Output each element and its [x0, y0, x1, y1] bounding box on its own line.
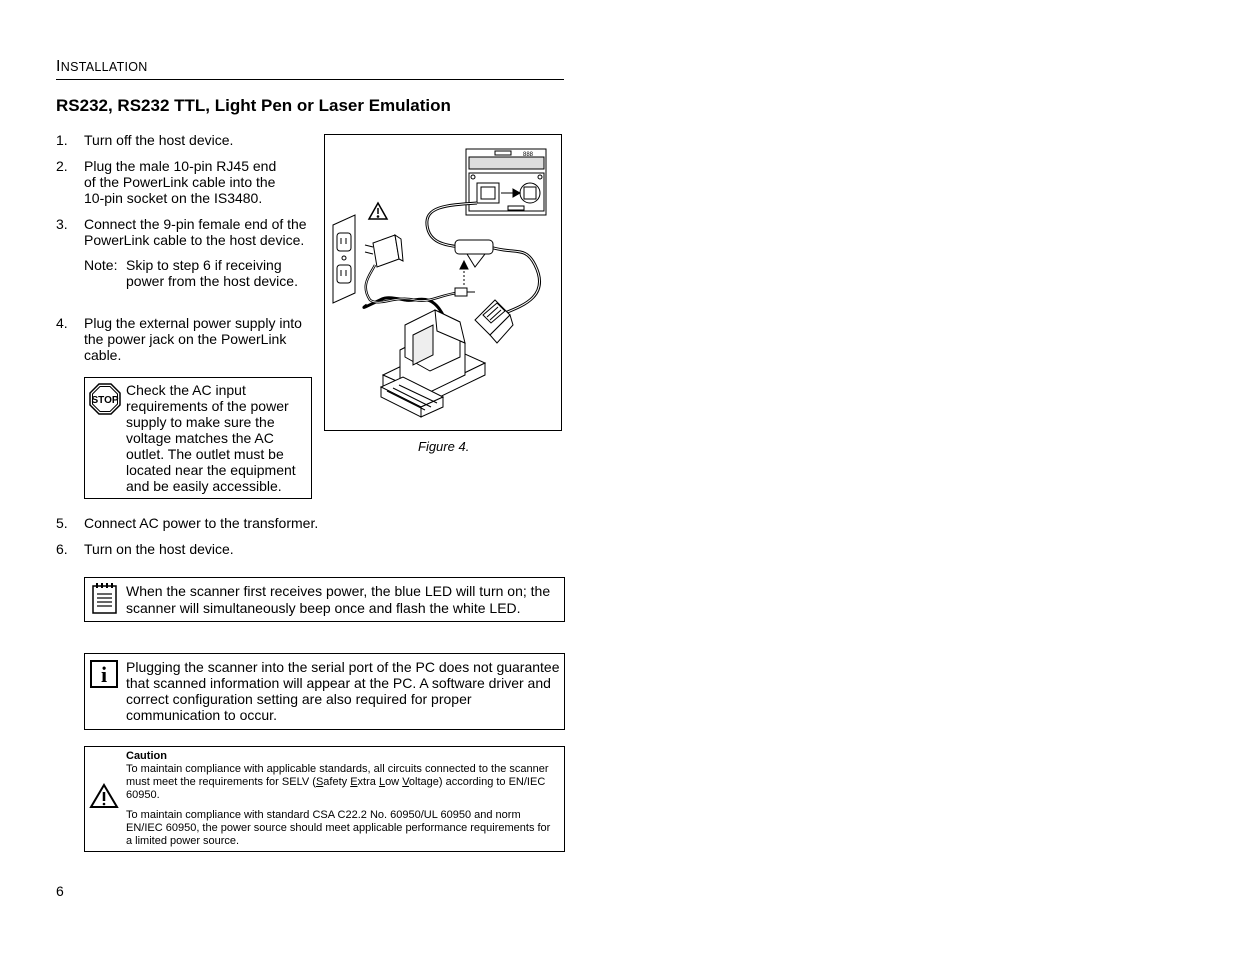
svg-text:888: 888	[523, 152, 534, 158]
svg-text:STOP: STOP	[91, 395, 119, 406]
caution-title: Caution	[126, 750, 167, 762]
caution-box	[84, 746, 565, 852]
computer-illustration	[381, 310, 485, 417]
led-note-text: When the scanner first receives power, the blue LED will turn on; the	[126, 583, 551, 599]
step-6	[56, 541, 336, 559]
cable-splitter	[455, 240, 493, 267]
step-text: PowerLink cable to the host device.	[84, 232, 305, 248]
step-text: 10-pin socket on the IS3480.	[84, 190, 263, 206]
stop-warning-box	[84, 377, 312, 499]
caution-text: must meet the requirements for SELV (Safety Extra Low Voltage) according to EN/IEC	[126, 776, 546, 788]
figure-caption: Figure 4.	[418, 439, 470, 454]
step-text: Connect the 9-pin female end of the	[84, 216, 307, 232]
caution-text: EN/IEC 60950, the power source should meet applicable performance requirements for	[126, 822, 551, 834]
step-text: Plug the male 10-pin RJ45 end	[84, 158, 277, 174]
stop-box-text: voltage matches the AC	[126, 430, 274, 446]
info-text: correct configuration setting are also required for proper	[126, 691, 472, 707]
power-transformer	[365, 235, 403, 267]
step-number: 2.	[56, 158, 68, 174]
notepad-icon	[91, 582, 119, 614]
caution-text: To maintain compliance with standard CSA C22.2 No. 60950/UL 60950 and norm	[126, 809, 521, 821]
step-1	[56, 132, 316, 150]
serial-port-info-box	[84, 653, 565, 730]
info-icon	[90, 660, 118, 688]
note-label: Note:	[84, 257, 118, 273]
step-5	[56, 515, 336, 533]
note	[84, 257, 314, 291]
step-text: the power jack on the PowerLink	[84, 331, 287, 347]
step-2	[56, 158, 316, 208]
caution-text: To maintain compliance with applicable standards, all circuits connected to the scanner	[126, 763, 549, 775]
step-text: cable.	[84, 347, 122, 363]
scanner-illustration	[466, 149, 546, 215]
step-text: of the PowerLink cable into the	[84, 174, 276, 190]
power-jack	[455, 288, 475, 296]
section-header	[56, 58, 564, 80]
stop-box-text: and be easily accessible.	[126, 478, 282, 494]
stop-box-text: outlet. The outlet must be	[126, 446, 284, 462]
page-number: 6	[56, 883, 64, 899]
stop-icon	[89, 383, 121, 415]
warning-triangle-icon	[89, 783, 119, 809]
step-text: Connect AC power to the transformer.	[84, 515, 319, 531]
step-number: 6.	[56, 541, 68, 557]
stop-box-text: requirements of the power	[126, 398, 289, 414]
note-text: Skip to step 6 if receiving	[126, 257, 282, 273]
step-4	[56, 315, 321, 365]
step-text: Turn off the host device.	[84, 132, 234, 148]
power-cable	[366, 265, 457, 302]
warning-triangle-icon	[369, 203, 387, 219]
installation-diagram	[325, 135, 561, 430]
figure-4	[324, 134, 562, 431]
info-text: that scanned information will appear at the PC. A software driver and	[126, 675, 551, 691]
wall-outlet	[333, 215, 355, 303]
info-text: communication to occur.	[126, 707, 277, 723]
step-number: 3.	[56, 216, 68, 232]
arrow-up-icon	[460, 261, 468, 285]
caution-text: 60950.	[126, 789, 160, 801]
led-note-box	[84, 577, 565, 622]
step-number: 5.	[56, 515, 68, 531]
stop-box-text: located near the equipment	[126, 462, 296, 478]
step-text: Turn on the host device.	[84, 541, 234, 557]
stop-box-text: Check the AC input	[126, 382, 246, 398]
stop-box-text: supply to make sure the	[126, 414, 275, 430]
note-text: power from the host device.	[126, 273, 298, 289]
section-header-initial: I	[56, 58, 61, 75]
svg-text:i: i	[100, 662, 108, 687]
section-header-rest: NSTALLATION	[60, 60, 148, 74]
page-title: RS232, RS232 TTL, Light Pen or Laser Emulation	[56, 96, 451, 115]
step-3	[56, 216, 321, 250]
step-number: 1.	[56, 132, 68, 148]
step-number: 4.	[56, 315, 68, 331]
info-text: Plugging the scanner into the serial port of the PC does not guarantee	[126, 659, 560, 675]
db9-connector	[475, 300, 513, 343]
led-note-text: scanner will simultaneously beep once and flash the white LED.	[126, 600, 521, 616]
step-text: Plug the external power supply into	[84, 315, 302, 331]
caution-text: a limited power source.	[126, 835, 240, 847]
